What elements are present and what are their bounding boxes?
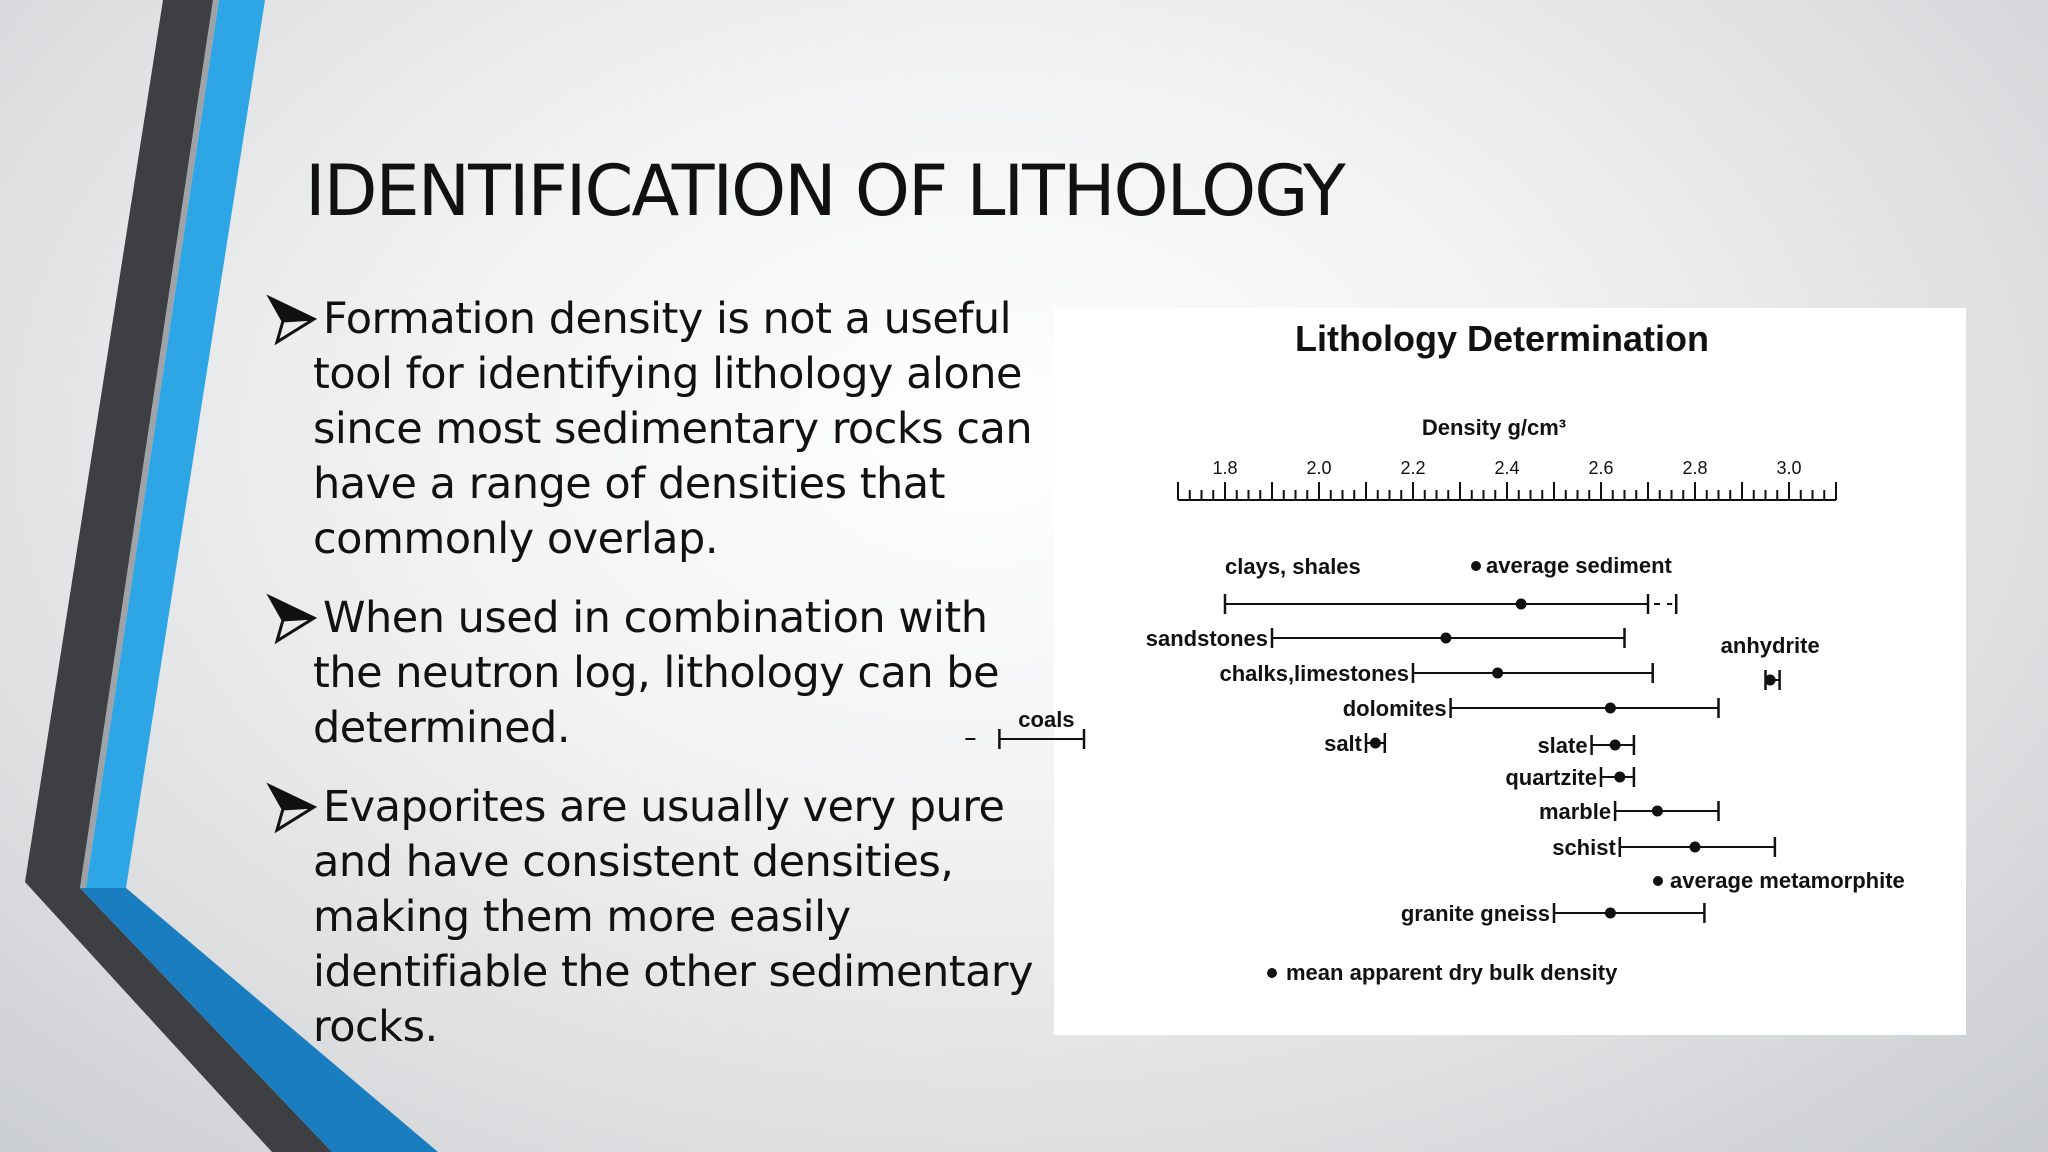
range-label: anhydrite bbox=[1720, 633, 1820, 658]
range-label: clays, shales bbox=[1225, 554, 1361, 579]
range-label: schist bbox=[1552, 835, 1616, 860]
range-label: sandstones bbox=[1145, 626, 1268, 651]
tick-label: 2.4 bbox=[1494, 458, 1520, 478]
bullet-item bbox=[268, 591, 1038, 756]
range-label: coals bbox=[1018, 707, 1075, 732]
mean-dot bbox=[1370, 738, 1381, 749]
chart-xlabel: Density g/cm³ bbox=[1421, 415, 1567, 440]
range-label: salt bbox=[1324, 731, 1362, 756]
tick-label: 2.2 bbox=[1400, 458, 1426, 478]
annotation-mean-density: mean apparent dry bulk density bbox=[1286, 960, 1618, 985]
mean-dot bbox=[1765, 675, 1776, 686]
mean-dot bbox=[1440, 633, 1451, 644]
lithology-chart bbox=[1018, 308, 1966, 1035]
bullet-text: Formation density is not a useful tool for identifying lithology alone since most sedimentary rocks can have a range of densities that commonly overlap. bbox=[313, 294, 1033, 564]
bullet-item bbox=[268, 780, 1038, 1055]
range-label: granite gneiss bbox=[1400, 901, 1550, 926]
arrow-bullet-icon bbox=[268, 295, 316, 345]
mean-dot bbox=[1614, 772, 1625, 783]
bullet-item bbox=[268, 292, 1038, 567]
arrow-bullet-icon bbox=[268, 783, 316, 833]
tick-label: 2.8 bbox=[1682, 458, 1708, 478]
annotation-dot bbox=[1653, 876, 1663, 886]
mean-dot bbox=[1610, 740, 1621, 751]
annotation-dot bbox=[1471, 561, 1481, 571]
tick-label: 2.6 bbox=[1588, 458, 1614, 478]
mean-dot bbox=[1605, 908, 1616, 919]
bullet-list bbox=[268, 292, 1038, 1079]
range-bars bbox=[965, 554, 1819, 978]
range-label: chalks,limestones bbox=[1219, 661, 1409, 686]
tick-label: 1.8 bbox=[1212, 458, 1238, 478]
bullet-text: When used in combination with the neutron log, lithology can be determined. bbox=[313, 593, 1000, 753]
tick-label: 3.0 bbox=[1776, 458, 1802, 478]
range-label: dolomites bbox=[1342, 696, 1447, 721]
chart-title: Lithology Determination bbox=[1295, 318, 1709, 359]
annotation-average-sediment: average sediment bbox=[1486, 553, 1672, 578]
mean-dot bbox=[1492, 668, 1503, 679]
mean-dot bbox=[1690, 842, 1701, 853]
bullet-text: Evaporites are usually very pure and have consistent densities, making them more easily identifiable the other sedimentary rocks. bbox=[313, 782, 1034, 1052]
range-label: slate bbox=[1537, 733, 1588, 758]
annotation-dot bbox=[1267, 968, 1277, 978]
arrow-bullet-icon bbox=[268, 594, 316, 644]
annotation-average-metamorphite: average metamorphite bbox=[1670, 868, 1905, 893]
mean-dot bbox=[1605, 703, 1616, 714]
mean-dot bbox=[1516, 599, 1527, 610]
tick-label: 2.0 bbox=[1306, 458, 1332, 478]
slide-title: IDENTIFICATION OF LITHOLOGY bbox=[305, 150, 1344, 232]
density-axis bbox=[1178, 458, 1836, 500]
lithology-chart-panel bbox=[1018, 308, 1966, 1035]
mean-dot bbox=[1652, 806, 1663, 817]
range-label: marble bbox=[1538, 799, 1612, 824]
range-label: quartzite bbox=[1505, 765, 1597, 790]
